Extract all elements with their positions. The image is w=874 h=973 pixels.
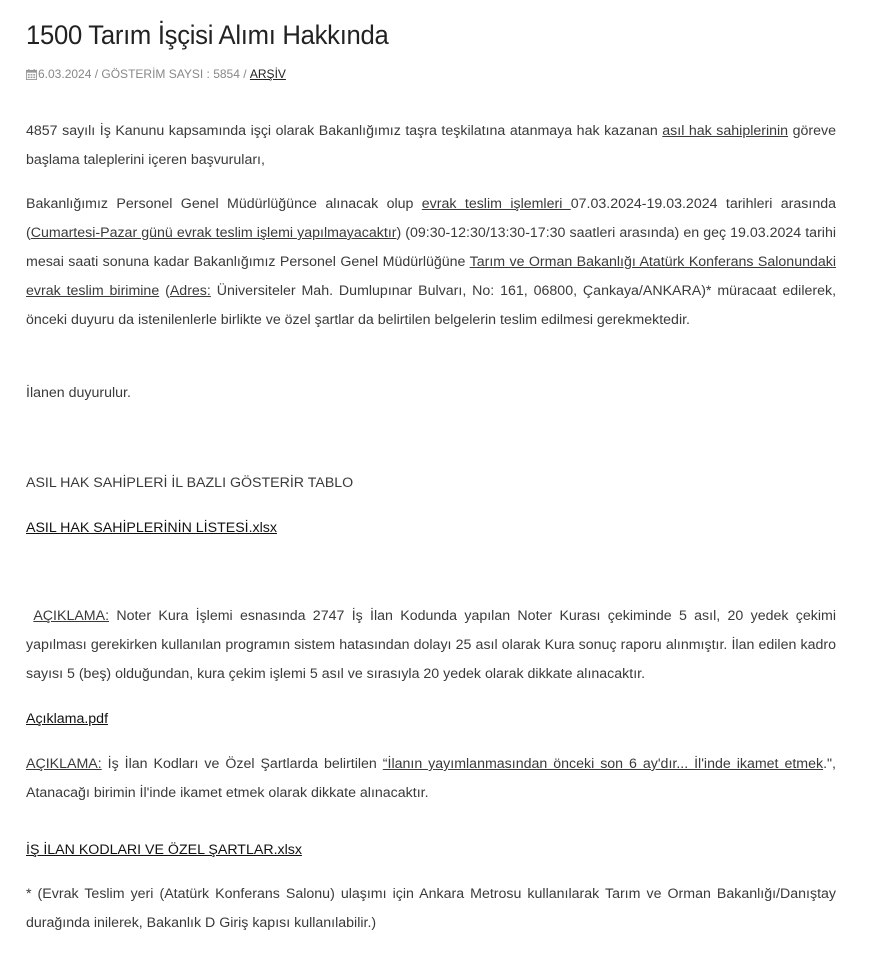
text-span: .", Atanacağı birimin İl'inde ikamet etmek olarak dikkate alınacaktır. xyxy=(26,756,836,801)
article-meta xyxy=(26,66,836,82)
paragraph-link xyxy=(26,705,836,734)
paragraph-explanation-2 xyxy=(26,750,836,808)
announcement-line: İlanen duyurulur. xyxy=(26,385,131,401)
text-span: göreve başlama taleplerini içeren başvuruları, xyxy=(26,123,836,168)
rightful-owners-link[interactable]: asıl hak sahiplerinin xyxy=(662,123,789,139)
underlined-text: Adres: xyxy=(169,283,211,299)
view-count: / GÖSTERİM SAYSI : 5854 / xyxy=(91,67,250,81)
paragraph-submission xyxy=(26,190,836,335)
text-span: İş İlan Kodları ve Özel Şartlarda belirtilen xyxy=(101,756,383,772)
rightful-owners-list-xlsx-link[interactable]: ASIL HAK SAHİPLERİNİN LİSTESİ.xlsx xyxy=(26,520,277,536)
paragraph-explanation-1 xyxy=(26,602,836,689)
paragraph-footnote: * (Evrak Teslim yeri (Atatürk Konferans Salonu) ulaşımı için Ankara Metrosu kullanılarak Tarım ve Orman Bakanlığı/Danıştay durağında inilerek, Bakanlık D Giriş kapısı kullanılabilir.) xyxy=(26,886,836,931)
table-caption: ASIL HAK SAHİPLERİ İL BAZLI GÖSTERİR TABLO xyxy=(26,475,354,491)
explanation-label: AÇIKLAMA: xyxy=(33,608,110,624)
explanation-label: AÇIKLAMA: xyxy=(26,756,102,772)
explanation-pdf-link[interactable]: Açıklama.pdf xyxy=(26,711,109,727)
text-span: Bakanlığımız Personel Genel Müdürlüğünce alınacak olup xyxy=(26,196,422,212)
underlined-text: “İlanın yayımlanmasından önceki son 6 ay'dır... İl'inde ikamet etmek xyxy=(382,756,824,772)
job-codes-xlsx-link[interactable]: İŞ İLAN KODLARI VE ÖZEL ŞARTLAR.xlsx xyxy=(26,842,302,858)
underlined-text: evrak teslim işlemleri xyxy=(421,196,571,212)
text-span: 07.03.2024-19.03.2024 tarihleri arasında ( xyxy=(26,196,837,241)
paragraph-link xyxy=(26,514,836,543)
underlined-text: Cumartesi-Pazar günü evrak teslim işlemi yapılmayacaktır xyxy=(30,225,397,241)
paragraph-link xyxy=(26,836,836,865)
text-span: ( xyxy=(159,283,170,299)
page-title: 1500 Tarım İşçisi Alımı Hakkında xyxy=(26,20,389,50)
text-span: ) (09:30-12:30/13:30-17:30 saatleri arasında) en geç 19.03.2024 tarihi mesai saati sonuna kadar Bakanlığımız Personel Genel Müdürlüğüne xyxy=(26,225,836,270)
text-span: Noter Kura İşlemi esnasında 2747 İş İlan Kodunda yapılan Noter Kurası çekiminde 5 asıl, 20 yedek çekimi yapılması gerekirken kullanılan programın sistem hatasından dolayı 25 asıl olarak Kura sonuç raporu alınmıştır. İlan edilen kadro sayısı 5 (beş) olduğundan, kura çekim işlemi 5 asıl ve sırasıyla 20 yedek olarak dikkate alınacaktır. xyxy=(26,608,836,682)
publish-date: 6.03.2024 xyxy=(38,67,92,81)
archive-link[interactable]: ARŞİV xyxy=(249,67,286,81)
text-span: Üniversiteler Mah. Dumlupınar Bulvarı, No: 161, 06800, Çankaya/ANKARA)* müracaat edilerek, önceki duyuru da istenilenlerle birlikte ve özel şartlar da belirtilen belgelerin teslim edilmesi gerekmektedir. xyxy=(26,283,837,328)
underlined-text: Tarım ve Orman Bakanlığı Atatürk Konferans Salonundaki evrak teslim birimine xyxy=(26,254,837,299)
paragraph-intro xyxy=(26,117,836,175)
calendar-icon xyxy=(26,69,37,80)
text-span: 4857 sayılı İş Kanunu kapsamında işçi olarak Bakanlığımız taşra teşkilatına atanmaya hak kazanan xyxy=(26,123,663,139)
article-body xyxy=(26,117,836,938)
